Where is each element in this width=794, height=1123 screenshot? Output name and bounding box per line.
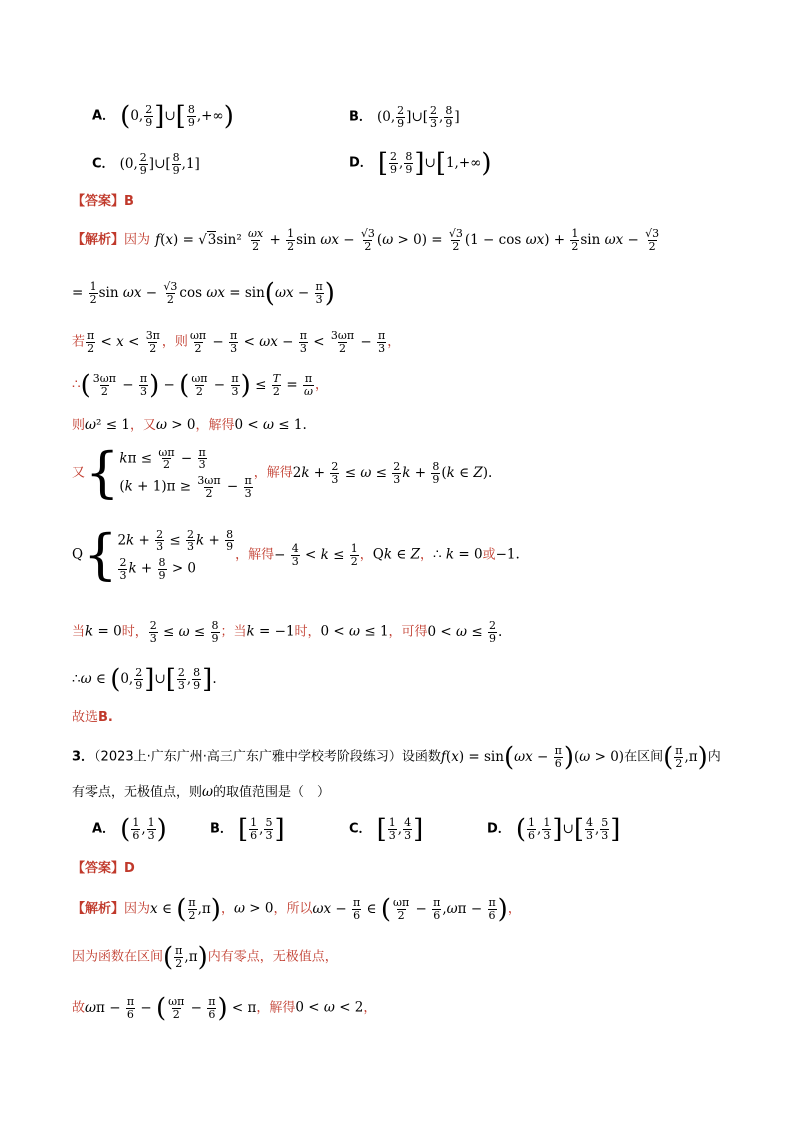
q3-option-c: C． [ $\frac{1}{3}$ , $\frac{4}{3}$ ] (349, 814, 424, 844)
q2-analysis-line-9: ∴ω ∈ (0, $\frac{2}{9}$ ]∪[ $\frac{2}{3}$ , $\frac{8}{9}$ ]. (72, 664, 217, 694)
text: 若 (72, 334, 86, 350)
text: 或 (482, 547, 496, 563)
text: 则 (72, 418, 86, 433)
option-label: D． (487, 821, 511, 837)
q3-analysis-line-2: 因为函数在区间( $\frac{\pi}{2}$ ,π)内有零点，无极值点， (72, 942, 338, 972)
q3-option-b: B． [ $\frac{1}{6}$ , $\frac{5}{3}$ ] (210, 814, 285, 844)
q2-conclusion (72, 711, 794, 724)
q2-analysis-line-8: 当k = 0时， $\frac{2}{3}$ ≤ ω ≤ $\frac{8}{9}$ ；当k = −1时，0 < ω ≤ 1，可得0 < ω ≤ $\frac{2}{9}$ . (72, 619, 503, 645)
text: 时， (294, 624, 321, 640)
q2-analysis-line-3: 若 $\frac{\pi}{2}$ < x < $\frac{3\pi}{2}$ ，则 $\frac{\omega\pi}{2}$ − $\frac{\pi}{3}$ < ωx − $\frac{\pi}{3}$ < $\frac{3\omega\pi}{2}$ − $\frac{\pi}{3}$ ， (72, 329, 401, 355)
text: ，可得 (388, 624, 428, 640)
option-label: A． (92, 821, 116, 837)
q2-option-d: D． [ $\frac{2}{9}$ , $\frac{8}{9}$ ]∪[1,+∞) (349, 148, 492, 178)
text: ；当 (220, 624, 247, 640)
text: 内 (707, 749, 721, 765)
q3-answer (72, 862, 794, 875)
q2-analysis-line-1: 【解析】因为 f(x) = √3sin² $\frac{\omega x}{2}$ + $\frac{1}{2}$ sin ωx − $\frac{√3}{2}$ (ω > 0) = $\frac{√3}{2}$ (1 − cos ωx) + $\frac{1}{2}$ sin ωx − $\frac{√3}{2}$ (72, 227, 660, 253)
answer-tag: 【答案】 (72, 861, 125, 876)
question-source: （2023上·广东广州·高三广东广雅中学校考阶段练习） (94, 749, 402, 765)
answer-tag: 【答案】 (72, 194, 125, 209)
option-label: C． (349, 821, 372, 837)
text: 又 (72, 465, 86, 481)
text: 设函数 (401, 749, 441, 765)
option-label: D． (349, 155, 373, 171)
text: ，又 (129, 418, 156, 433)
q2-analysis-line-7: Q{ 2k + $\frac{2}{3}$ ≤ $\frac{2}{3}$ k + $\frac{8}{9}$ $\frac{2}{3}$ k + $\frac{8}{9}$ > 0 ，解得− $\frac{4}{3}$ < k ≤ $\frac{1}{2}$ ，Qk ∈ Z，∴ k = 0或−1. (72, 523, 520, 586)
question-number: 3． (72, 749, 95, 765)
answer-value: B (124, 194, 134, 209)
text: 因为 (124, 901, 151, 917)
q2-option-a: A． (0, $\frac{2}{9}$ ]∪[ $\frac{8}{9}$ ,+∞) (92, 101, 234, 131)
q2-option-c: C． (0, $\frac{2}{9}$ ]∪[ $\frac{8}{9}$ ,1] (92, 151, 200, 177)
q2-option-b: B． (0, $\frac{2}{9}$ ]∪[ $\frac{2}{3}$ , $\frac{8}{9}$ ] (349, 104, 460, 130)
analysis-tag: 【解析】 (72, 901, 125, 917)
analysis-tag: 【解析】 (72, 232, 125, 248)
text: 时， (121, 624, 148, 640)
q3-stem-line-2: 有零点，无极值点，则ω的取值范围是（ ） (72, 784, 331, 800)
option-label: B． (349, 109, 372, 125)
q3-stem-line-1: 3．（2023上·广东广州·高三广东广雅中学校考阶段练习）设函数f(x) = sin(ωx − $\frac{\pi}{6}$ )(ω > 0)在区间( $\frac{\pi}{2}$ ,π)内 (72, 742, 721, 772)
q3-option-a: A． ( $\frac{1}{6}$ , $\frac{1}{3}$ ) (92, 814, 167, 844)
text: ，解得 (235, 547, 275, 563)
q2-answer (72, 195, 794, 208)
text: ，解得 (195, 418, 235, 433)
text: ，解得 (256, 1000, 296, 1016)
text: 当 (72, 624, 86, 640)
text: 的取值范围是（ ） (213, 785, 331, 800)
text: 在区间 (624, 749, 664, 765)
q3-option-d: D． ( $\frac{1}{6}$ , $\frac{1}{3}$ ]∪[ $\frac{4}{3}$ , $\frac{5}{3}$ ] (487, 814, 621, 844)
text: ，所以 (273, 901, 313, 917)
q2-analysis-line-6: 又{ kπ ≤ $\frac{\omega\pi}{2}$ − $\frac{\pi}{3}$ (k + 1)π ≥ $\frac{3\omega\pi}{2}$ − $\frac{\pi}{3}$ ，解得2k + $\frac{2}{3}$ ≤ ω ≤ $\frac{2}{3}$ k + $\frac{8}{9}$ (k ∈ Z). (72, 441, 493, 504)
q3-analysis-line-1: 【解析】因为x ∈ ( $\frac{\pi}{2}$ ,π)，ω > 0，所以ωx − $\frac{\pi}{6}$ ∈ ( $\frac{\omega\pi}{2}$ − $\frac{\pi}{6}$ ,ωπ − $\frac{\pi}{6}$ )， (72, 894, 521, 924)
text: 故选 (72, 710, 99, 725)
text: 因为 (124, 232, 151, 248)
text: 内有零点，无极值点， (207, 949, 338, 965)
option-label: B． (210, 821, 233, 837)
text: 故 (72, 1000, 86, 1016)
q2-analysis-line-2: = $\frac{1}{2}$ sin ωx − $\frac{√3}{2}$ cos ωx = sin(ωx − $\frac{\pi}{3}$ ) (72, 278, 335, 308)
text: 因为函数在区间 (72, 949, 164, 965)
text: 有零点，无极值点，则 (72, 785, 203, 800)
q2-analysis-line-5: 则ω² ≤ 1，又ω > 0，解得0 < ω ≤ 1. (72, 417, 307, 433)
text: B. (98, 710, 113, 725)
text: ，则 (161, 334, 188, 350)
option-label: C． (92, 156, 115, 172)
option-label: A． (92, 108, 116, 124)
q3-analysis-line-3: 故ωπ − $\frac{\pi}{6}$ − ( $\frac{\omega\pi}{2}$ − $\frac{\pi}{6}$ ) < π，解得0 < ω < 2， (72, 993, 377, 1023)
q2-analysis-line-4: ∴( $\frac{3\omega\pi}{2}$ − $\frac{\pi}{3}$ ) − ( $\frac{\omega\pi}{2}$ − $\frac{\pi}{3}$ ) ≤ $\frac{T}{2}$ = $\frac{\pi}{\omega}$ ， (72, 370, 328, 400)
text: ，解得 (253, 465, 293, 481)
answer-value: D (124, 861, 135, 876)
